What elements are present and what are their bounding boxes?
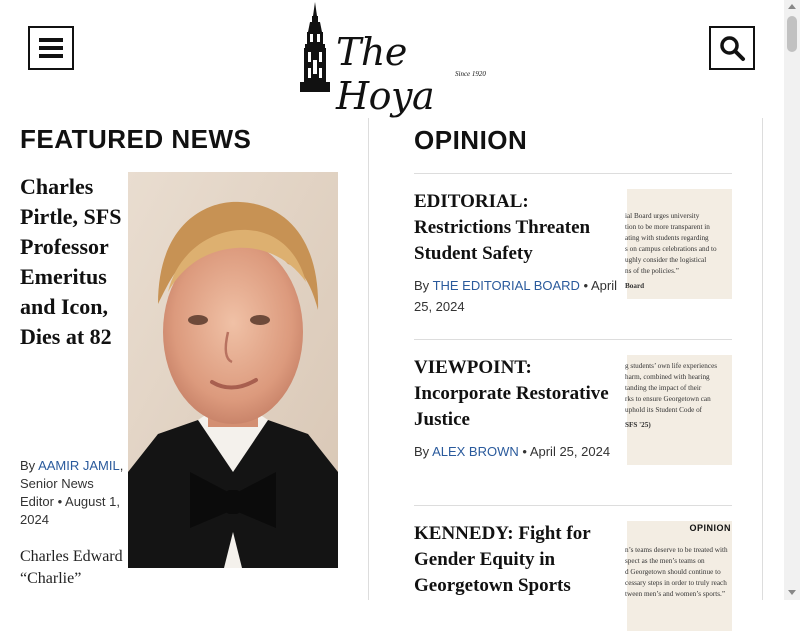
opinion-headline[interactable]: EDITORIAL: Restrictions Threaten Student Safety — [414, 191, 591, 264]
hamburger-icon — [39, 37, 63, 59]
opinion-thumbnail[interactable] — [627, 355, 732, 465]
author-link[interactable]: THE EDITORIAL BOARD — [432, 278, 580, 293]
thumb-line: tion to be more transparent in — [625, 223, 710, 231]
byline-separator: • — [518, 444, 530, 459]
thumb-line: tween men’s and women’s sports.” — [625, 590, 726, 598]
thumb-credit: Board — [625, 282, 645, 290]
opinion-thumbnail[interactable] — [627, 189, 732, 299]
search-button[interactable] — [709, 26, 755, 70]
column-divider — [368, 118, 369, 600]
opinion-headline[interactable]: KENNEDY: Fight for Gender Equity in Georgetown Sports — [414, 523, 591, 596]
byline-separator: • — [53, 494, 66, 509]
thumb-line: ial Board urges university — [625, 212, 700, 220]
divider — [414, 173, 732, 174]
thumb-line: harm, combined with hearing — [625, 373, 710, 381]
thumb-line: ating with students regarding — [625, 234, 709, 242]
logo-since: Since 1920 — [455, 70, 486, 78]
article-date: August 1, 2024 — [20, 494, 120, 527]
thumb-line: tanding the impact of their — [625, 384, 702, 392]
healy-tower-icon — [298, 2, 332, 92]
author-link[interactable]: AAMIR JAMIL — [38, 458, 120, 473]
author-role: , Senior News Editor — [20, 458, 124, 509]
divider — [414, 339, 732, 340]
opinion-thumbnail[interactable] — [627, 521, 732, 631]
thumb-line: uphold its Student Code of — [625, 406, 703, 414]
magnifier-icon — [719, 35, 745, 61]
thumb-tag: OPINION — [689, 523, 731, 533]
thumb-line: g students’ own life experiences — [625, 362, 718, 370]
article-date: April 25, 2024 — [414, 278, 618, 314]
byline-separator: • — [579, 278, 591, 293]
thumb-line: d Georgetown should continue to — [625, 568, 721, 576]
logo-wordmark: The Hoya — [336, 30, 435, 118]
opinion-headline[interactable]: VIEWPOINT: Incorporate Restorative Justice — [414, 357, 609, 430]
author-link[interactable]: ALEX BROWN — [432, 444, 519, 459]
article-date: April 25, 2024 — [529, 444, 611, 459]
thumb-line: ughly consider the logistical — [625, 256, 707, 264]
byline-prefix: By — [20, 458, 39, 473]
featured-byline — [20, 457, 124, 529]
scroll-down-icon[interactable] — [788, 590, 796, 595]
byline-prefix: By — [414, 278, 433, 293]
site-logo[interactable] — [298, 2, 488, 118]
thumb-credit: SFS '25) — [625, 421, 651, 429]
featured-headline[interactable]: Charles Pirtle, SFS Professor Emeritus and Icon, Dies at 82 — [20, 174, 122, 349]
opinion-byline — [414, 441, 620, 462]
site-header — [0, 0, 784, 118]
portrait-image — [128, 172, 338, 568]
featured-excerpt: Charles Edward “Charlie” — [20, 548, 123, 587]
featured-news-title: FEATURED NEWS — [20, 124, 252, 154]
menu-button[interactable] — [28, 26, 74, 70]
thumb-line: n’s teams deserve to be treated with — [625, 546, 728, 554]
scroll-up-icon[interactable] — [788, 4, 796, 9]
divider — [414, 505, 732, 506]
featured-photo[interactable] — [128, 172, 338, 568]
thumb-line: cessary steps in order to truly reach — [625, 579, 727, 587]
thumb-line: rks to ensure Georgetown can — [625, 395, 711, 403]
opinion-title: OPINION — [414, 125, 528, 155]
scroll-thumb[interactable] — [787, 16, 797, 52]
column-divider-right — [762, 118, 763, 600]
thumb-line: spect as the men’s teams on — [625, 557, 705, 565]
byline-prefix: By — [414, 444, 433, 459]
opinion-byline — [414, 275, 620, 317]
thumb-line: s on campus celebrations and to — [625, 245, 717, 253]
thumb-line: ns of the policies.” — [625, 267, 679, 275]
page-scrollbar[interactable] — [784, 0, 800, 600]
